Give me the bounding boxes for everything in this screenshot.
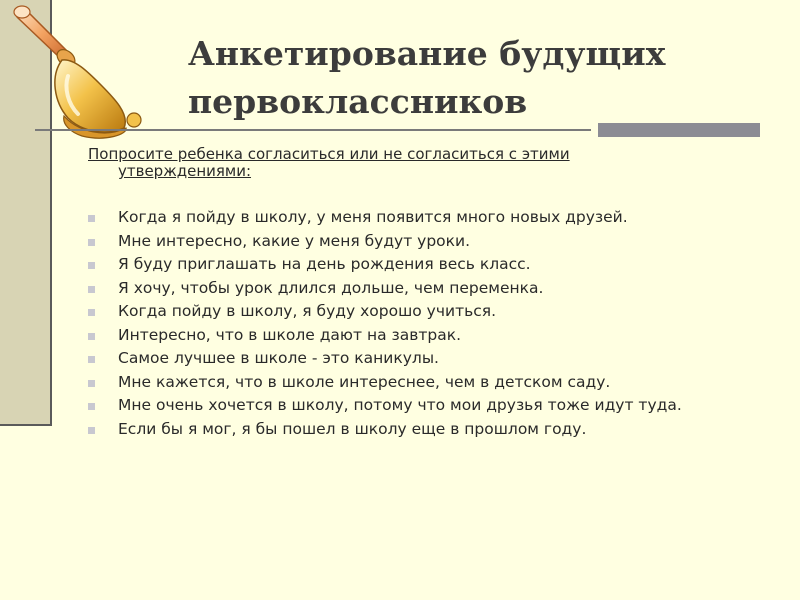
statement-text: Я хочу, чтобы урок длился дольше, чем переменка. — [118, 278, 544, 297]
square-bullet-icon — [88, 262, 95, 269]
instruction-line-1: Попросите ребенка согласиться или не согласиться с этими — [88, 145, 570, 163]
title-divider — [35, 129, 591, 131]
statement-text: Мне очень хочется в школу, потому что мои друзья тоже идут туда. — [118, 396, 682, 414]
square-bullet-icon — [88, 427, 95, 434]
statement-item — [84, 230, 682, 254]
square-bullet-icon — [88, 309, 95, 316]
statement-item — [84, 371, 682, 395]
title-accent-bar — [598, 123, 760, 137]
statement-item — [84, 324, 682, 348]
statement-text: Я буду приглашать на день рождения весь класс. — [118, 255, 531, 273]
statement-item — [84, 206, 682, 230]
statement-item — [84, 418, 682, 442]
statement-item — [84, 300, 682, 324]
statement-item — [84, 347, 682, 371]
square-bullet-icon — [88, 356, 95, 363]
square-bullet-icon — [88, 215, 95, 222]
statement-text: Мне кажется, что в школе интереснее, чем в детском саду. — [118, 372, 611, 391]
instruction-text — [88, 146, 668, 180]
statement-text: Когда пойду в школу, я буду хорошо учиться. — [118, 302, 497, 320]
statement-text: Когда я пойду в школу, у меня появится много новых друзей. — [118, 208, 628, 226]
statement-text: Мне интересно, какие у меня будут уроки. — [118, 231, 471, 250]
instruction-line-2: утверждениями: — [118, 162, 252, 180]
slide-title-line-2: первоклассников — [188, 82, 528, 121]
statement-list — [84, 206, 682, 441]
square-bullet-icon — [88, 403, 95, 410]
statement-item — [84, 394, 682, 418]
statement-text: Если бы я мог, я бы пошел в школу еще в прошлом году. — [118, 419, 587, 438]
statement-item — [84, 253, 682, 277]
square-bullet-icon — [88, 286, 95, 293]
school-bell-icon — [2, 0, 152, 140]
square-bullet-icon — [88, 380, 95, 387]
statement-text: Самое лучшее в школе - это каникулы. — [118, 349, 439, 367]
slide-title-line-1: Анкетирование будущих — [188, 34, 666, 73]
square-bullet-icon — [88, 333, 95, 340]
statement-item — [84, 277, 682, 301]
square-bullet-icon — [88, 239, 95, 246]
statement-text: Интересно, что в школе дают на завтрак. — [118, 325, 462, 344]
slide-title — [188, 30, 768, 126]
